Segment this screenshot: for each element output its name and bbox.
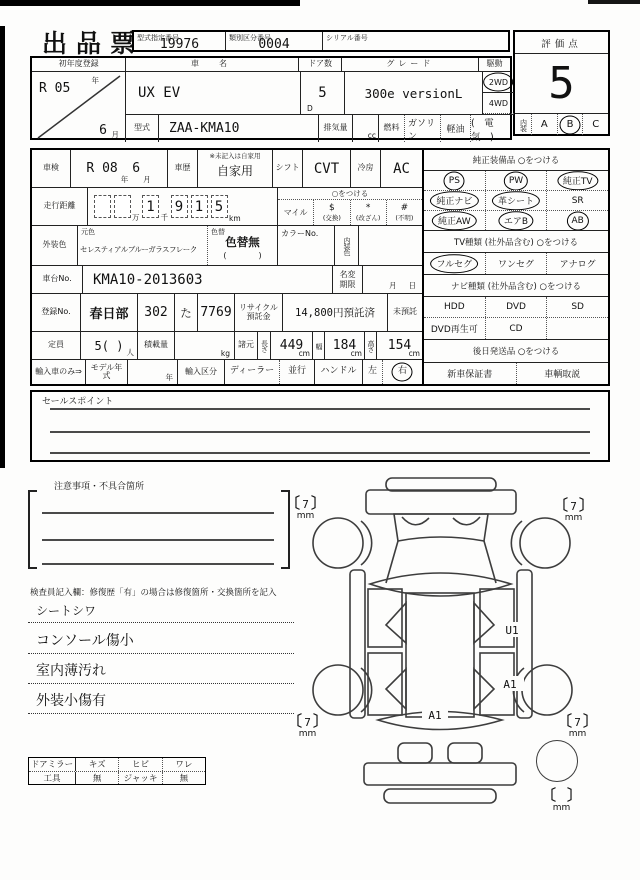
- inspector-entry-2: コンソール傷小: [28, 630, 294, 654]
- mileage-value: 万 1 千 9 1 5 km: [87, 188, 277, 225]
- tread-spare: 〔 〕 mm: [541, 786, 583, 813]
- tools-value: 無: [75, 772, 118, 785]
- mirror-tools-table: [28, 757, 206, 785]
- damage-mark-a1-rear: A1: [428, 709, 442, 722]
- damage-mark-u1: U1: [505, 624, 519, 637]
- mileage-unit: km: [229, 214, 241, 223]
- interior-color-label-cell: 内装色: [334, 226, 358, 265]
- class-division-label: 類別区分番号: [229, 34, 271, 42]
- sales-line-1: [50, 408, 590, 410]
- type-designation-value: 19976: [159, 37, 200, 50]
- registration-class: 302: [137, 294, 174, 331]
- registration-label: 登録No.: [41, 307, 71, 317]
- interior-grade-label: 内装: [519, 118, 528, 131]
- score-value: 5: [548, 58, 575, 109]
- interior-grade-b: B: [557, 114, 583, 135]
- fuel-label: 燃料: [378, 115, 404, 142]
- model-code-label: 型式: [134, 123, 150, 133]
- color-change-label: 色替: [211, 228, 225, 236]
- load-value: kg: [174, 332, 234, 359]
- ac-value: AC: [380, 150, 422, 187]
- mirror-kizu: キズ: [75, 758, 118, 771]
- exterior-color-label: 外装色: [42, 240, 67, 250]
- interior-grade-a: A: [531, 114, 557, 135]
- shipping-warranty: 新車保証書: [447, 370, 493, 380]
- tread-rear-left: 〔 7 〕 mm: [287, 712, 329, 739]
- dimensions-label: 諸元: [234, 332, 257, 359]
- height-value: 154 cm: [376, 332, 422, 359]
- scan-artifact-top-right: [588, 0, 640, 4]
- notes-line-1: [42, 512, 274, 514]
- recycle-label: リサイクル預託金: [234, 294, 282, 331]
- equipment-header: 純正装備品 ○をつける: [424, 150, 608, 171]
- mileage-mark-unknown: # (不明): [386, 200, 422, 225]
- name-change-label: 名変期限: [332, 266, 362, 293]
- import-class-label: 輸入区分: [177, 360, 224, 384]
- orig-color-label: 元色: [81, 228, 95, 236]
- model-year-value: 年: [127, 360, 177, 384]
- scan-artifact-left: [0, 26, 5, 468]
- first-reg-year: R 05: [39, 81, 71, 96]
- shipping-manual: 車輌取説: [516, 363, 609, 384]
- equip-tv: 純正TV: [546, 171, 608, 190]
- fuel-gasoline: ガソリン: [404, 115, 440, 142]
- mileage-mark-mile: マイル: [283, 208, 308, 217]
- mirror-hibi: ヒビ: [118, 758, 161, 771]
- navi-dvd: DVD: [485, 297, 547, 317]
- handle-right: 右: [382, 360, 422, 384]
- sales-line-2: [50, 431, 590, 433]
- score-box: [513, 30, 610, 136]
- tv-oneseg: ワンセグ: [485, 253, 547, 274]
- first-reg-cell: [32, 72, 126, 142]
- navi-hdd: HDD: [444, 302, 465, 312]
- history-value: ※未記入は自家用 自家用: [197, 150, 272, 187]
- capacity-value: 5( ) 人: [80, 332, 137, 359]
- damage-mark-a1-side: A1: [503, 678, 517, 691]
- exterior-color-value: 元色 セレスティアルブルーガラスフレーク: [77, 226, 207, 265]
- equip-navi: 純正ナビ: [424, 191, 485, 210]
- notes-line-3: [42, 563, 274, 565]
- registration-office: 春日部: [80, 294, 137, 331]
- width-label: 幅: [312, 332, 324, 359]
- drive-label: 駆動: [478, 58, 510, 72]
- equip-ab: AB: [546, 211, 608, 230]
- name-change-value: 月 日: [362, 266, 422, 293]
- mileage-mark-tampered: * (改ざん): [350, 200, 386, 225]
- history-label: 車歴: [167, 150, 197, 187]
- registration-kana: た: [174, 294, 197, 331]
- equip-aw: 純正AW: [424, 211, 485, 230]
- grade-value: 300e versionL: [344, 72, 482, 114]
- import-dealer: ディーラー: [224, 360, 279, 384]
- first-reg-year-unit: 年: [91, 76, 99, 85]
- shipping-header: 後日発送品 ○をつける: [424, 340, 608, 363]
- notes-line-2: [42, 539, 274, 541]
- equip-leather: 革シート: [485, 191, 547, 210]
- notes-bracket-left: [28, 490, 37, 569]
- sales-line-3: [50, 452, 590, 454]
- drive-2wd: 2WD: [483, 72, 514, 93]
- equip-ps: PS: [424, 171, 485, 190]
- registration-number: 7769: [197, 294, 234, 331]
- class-division-value: 0004: [258, 37, 290, 50]
- first-reg-month-unit: 月: [111, 130, 119, 139]
- navi-cd: CD: [485, 318, 547, 339]
- car-name-value: UX EV: [138, 85, 181, 101]
- scan-artifact-top: [0, 0, 300, 6]
- inspection-value: R 08 年 6 月: [70, 150, 167, 187]
- width-value: 184 cm: [324, 332, 364, 359]
- sales-point-box: [30, 390, 610, 462]
- inspector-entries: [28, 602, 294, 714]
- import-label: 輸入車のみ⇒: [35, 366, 82, 376]
- navi-dvd-play: DVD再生可: [430, 325, 478, 335]
- displacement-label: 排気量: [318, 115, 352, 142]
- car-diagram: [283, 475, 613, 835]
- tv-type-header: TV種類 (社外品含む) ○をつける: [424, 231, 608, 253]
- type-designation-cell: [134, 32, 225, 50]
- interior-grade-c: C: [582, 114, 608, 135]
- length-label: 長さ: [257, 332, 270, 359]
- mileage-marks-header: ○をつける: [278, 188, 422, 200]
- color-change-cell: 色替 色替無 ( ): [207, 226, 277, 265]
- doors-label: ドア数: [298, 58, 342, 72]
- height-label: 高さ: [364, 332, 376, 359]
- mileage-label: 走行距離: [43, 201, 76, 211]
- jack-label: ジャッキ: [118, 772, 161, 785]
- displacement-value: [352, 115, 378, 142]
- spare-tire-circle: [536, 740, 578, 782]
- equipment-panel: [422, 150, 608, 384]
- inspector-entry-4: 外装小傷有: [28, 690, 294, 714]
- import-parallel: 並行: [279, 360, 314, 384]
- tv-fullseg: フルセグ: [424, 253, 485, 274]
- model-year-label: モデル年式: [85, 360, 127, 384]
- inspection-label: 車検: [43, 163, 59, 173]
- inspector-entry-1: シートシワ: [28, 602, 294, 623]
- car-name-label: 車 名: [125, 58, 298, 72]
- model-code-value: ZAA-KMA10: [158, 115, 318, 142]
- color-no-cell: カラーNo.: [277, 226, 334, 265]
- equip-sr: SR: [546, 191, 608, 210]
- length-value: 449 cm: [270, 332, 312, 359]
- first-reg-month: 6: [99, 123, 107, 138]
- navi-blank: [546, 318, 608, 339]
- shift-value: CVT: [302, 150, 350, 187]
- serial-number-label: シリアル番号: [326, 34, 368, 42]
- doors-unit: D: [307, 104, 313, 113]
- equip-pw: PW: [485, 171, 547, 190]
- chassis-label: 車台No.: [42, 274, 72, 284]
- recycle-value: 14,800円預託済: [282, 294, 387, 331]
- history-note: ※未記入は自家用: [209, 152, 261, 160]
- recycle-alt: 未預託: [387, 294, 422, 331]
- score-label: 評価点: [515, 32, 608, 54]
- ac-label: 冷房: [350, 150, 380, 187]
- handle-left: 左: [362, 360, 382, 384]
- class-division-cell: [225, 32, 322, 50]
- mileage-mark-exchange: $ (交換): [313, 200, 349, 225]
- sales-point-label: セールスポイント: [42, 397, 114, 407]
- equip-airbag: エアB: [485, 211, 547, 230]
- notes-area: [28, 479, 290, 571]
- mirror-ware: ワレ: [162, 758, 205, 771]
- navi-sd: SD: [546, 297, 608, 317]
- displacement-unit: cc: [367, 131, 376, 140]
- jack-value: 無: [162, 772, 205, 785]
- drive-4wd: 4WD: [483, 93, 514, 114]
- tools-label: 工具: [43, 773, 61, 784]
- inspector-entry-3: 室内薄汚れ: [28, 660, 294, 684]
- tread-front-left: 〔 7 〕 mm: [285, 494, 327, 521]
- inspector-header: 検査員記入欄：修復歴「有」の場合は修復箇所・交換箇所を記入: [30, 588, 277, 598]
- header-number-box: [132, 30, 510, 52]
- tread-rear-right: 〔 7 〕 mm: [557, 712, 599, 739]
- type-designation-label: 型式指定番号: [137, 34, 179, 42]
- page-title: 出品票: [42, 29, 145, 58]
- tread-front-right: 〔 7 〕 mm: [553, 496, 595, 523]
- first-reg-label: 初年度登録: [32, 58, 125, 72]
- vehicle-table: [30, 56, 512, 140]
- navi-type-header: ナビ種類 (社外品含む) ○をつける: [424, 275, 608, 297]
- chassis-value: KMA10-2013603: [82, 266, 332, 293]
- fuel-other: ( 電気 ): [470, 115, 514, 142]
- mirror-label: ドアミラー: [30, 760, 74, 771]
- grade-label: グレード: [341, 58, 478, 72]
- load-label: 積載量: [137, 332, 174, 359]
- capacity-label: 定員: [48, 340, 64, 350]
- serial-number-cell: [322, 32, 508, 50]
- interior-color-value: [358, 226, 422, 265]
- fuel-diesel: 軽油: [440, 115, 470, 142]
- handle-label: ハンドル: [314, 360, 362, 384]
- tv-analog: アナログ: [546, 253, 608, 274]
- shift-label: シフト: [272, 150, 302, 187]
- doors-value: 5 D: [300, 72, 344, 114]
- notes-header: 注意事項・不具合箇所: [54, 482, 145, 492]
- main-table: [30, 148, 610, 386]
